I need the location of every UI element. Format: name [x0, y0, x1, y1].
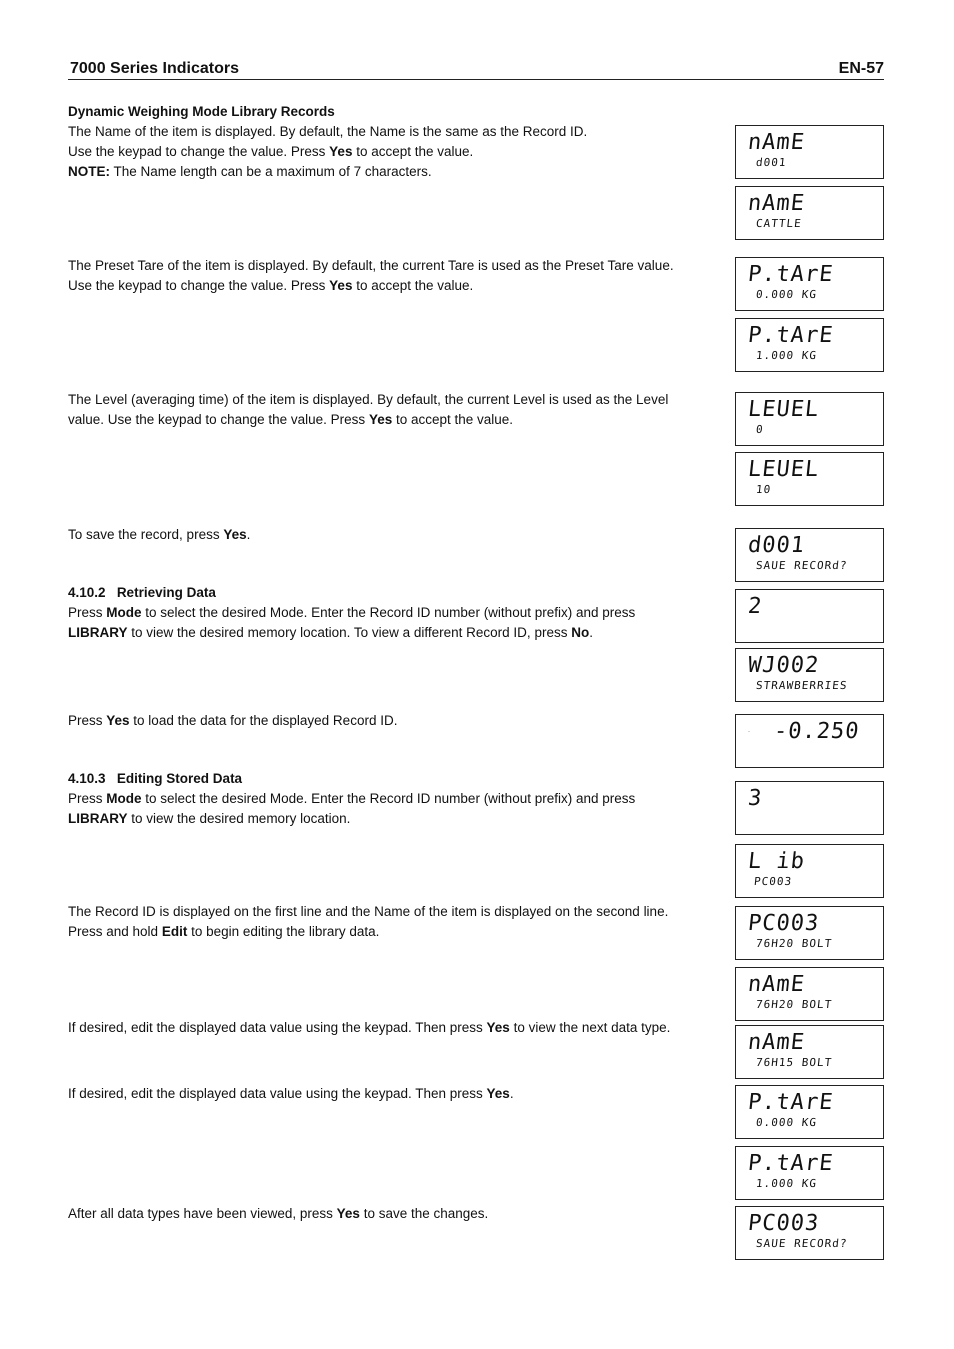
edit-yes-paragraph: If desired, edit the displayed data value using the keypad. Then press Yes. [68, 1086, 514, 1101]
section-retrieving-data: 4.10.2 Retrieving Data Press Mode to select the desired Mode. Enter the Record ID number (without prefix) and press LIBRARY to view the desired memory location. To view a different Record ID, press No. [68, 583, 708, 643]
lcd-display: LEUEL 0 [735, 392, 884, 446]
section-heading: Dynamic Weighing Mode Library Records [68, 104, 335, 119]
section-heading: 4.10.3 Editing Stored Data [68, 771, 243, 786]
section-dynamic-weighing [68, 102, 708, 182]
final-paragraph: After all data types have been viewed, press Yes to save the changes. [68, 1206, 489, 1221]
lcd-display: nAmE 76H20 BOLT [735, 967, 884, 1021]
lcd-display: P.tArE 0.000 KG [735, 1085, 884, 1139]
paragraph: Use the keypad to change the value. Press Yes to accept the value. [68, 144, 474, 159]
page-header-title: 7000 Series Indicators [70, 60, 239, 77]
lcd-display: PC003 76H20 BOLT [735, 906, 884, 960]
level-paragraph: The Level (averaging time) of the item is displayed. By default, the current Level is used as the Level value. Use the keypad to change the value. Press Yes to accept the value. [68, 392, 669, 427]
lcd-display: L ib PC003 [735, 844, 884, 898]
paragraph: The Name of the item is displayed. By default, the Name is the same as the Record ID. [68, 124, 588, 139]
lcd-display: · -0.250 [735, 714, 884, 768]
lcd-display: PC003 SAUE RECORd? [735, 1206, 884, 1260]
lcd-display: P.tArE 0.000 KG [735, 257, 884, 311]
page-number: EN-57 [838, 60, 884, 77]
lcd-display: nAmE CATTLE [735, 186, 884, 240]
section-editing-data: 4.10.3 Editing Stored Data Press Mode to select the desired Mode. Enter the Record ID number (without prefix) and press LIBRARY to view the desired memory location. [68, 769, 708, 829]
lcd-display: nAmE d001 [735, 125, 884, 179]
record-paragraph: The Record ID is displayed on the first line and the Name of the item is displayed on the second line. Press and hold Edit to begin editing the library data. [68, 904, 669, 939]
lcd-display: 3 [735, 781, 884, 835]
lcd-display: P.tArE 1.000 KG [735, 318, 884, 372]
note: NOTE: The Name length can be a maximum of 7 characters. [68, 164, 432, 179]
lcd-display: P.tArE 1.000 KG [735, 1146, 884, 1200]
lcd-display: LEUEL 10 [735, 452, 884, 506]
save-paragraph: To save the record, press Yes. [68, 527, 251, 542]
lcd-display: WJ002 STRAWBERRIES [735, 648, 884, 702]
header-divider [68, 79, 884, 80]
tare-paragraph: The Preset Tare of the item is displayed. By default, the current Tare is used as the Preset Tare value. Use the keypad to change the value. Press Yes to accept the value. [68, 258, 674, 293]
section-heading: 4.10.2 Retrieving Data [68, 585, 216, 600]
load-paragraph: Press Yes to load the data for the displayed Record ID. [68, 713, 398, 728]
edit-next-paragraph: If desired, edit the displayed data value using the keypad. Then press Yes to view the next data type. [68, 1020, 671, 1035]
lcd-display: nAmE 76H15 BOLT [735, 1025, 884, 1079]
lcd-display: d001 SAUE RECORd? [735, 528, 884, 582]
lcd-display: 2 [735, 589, 884, 643]
